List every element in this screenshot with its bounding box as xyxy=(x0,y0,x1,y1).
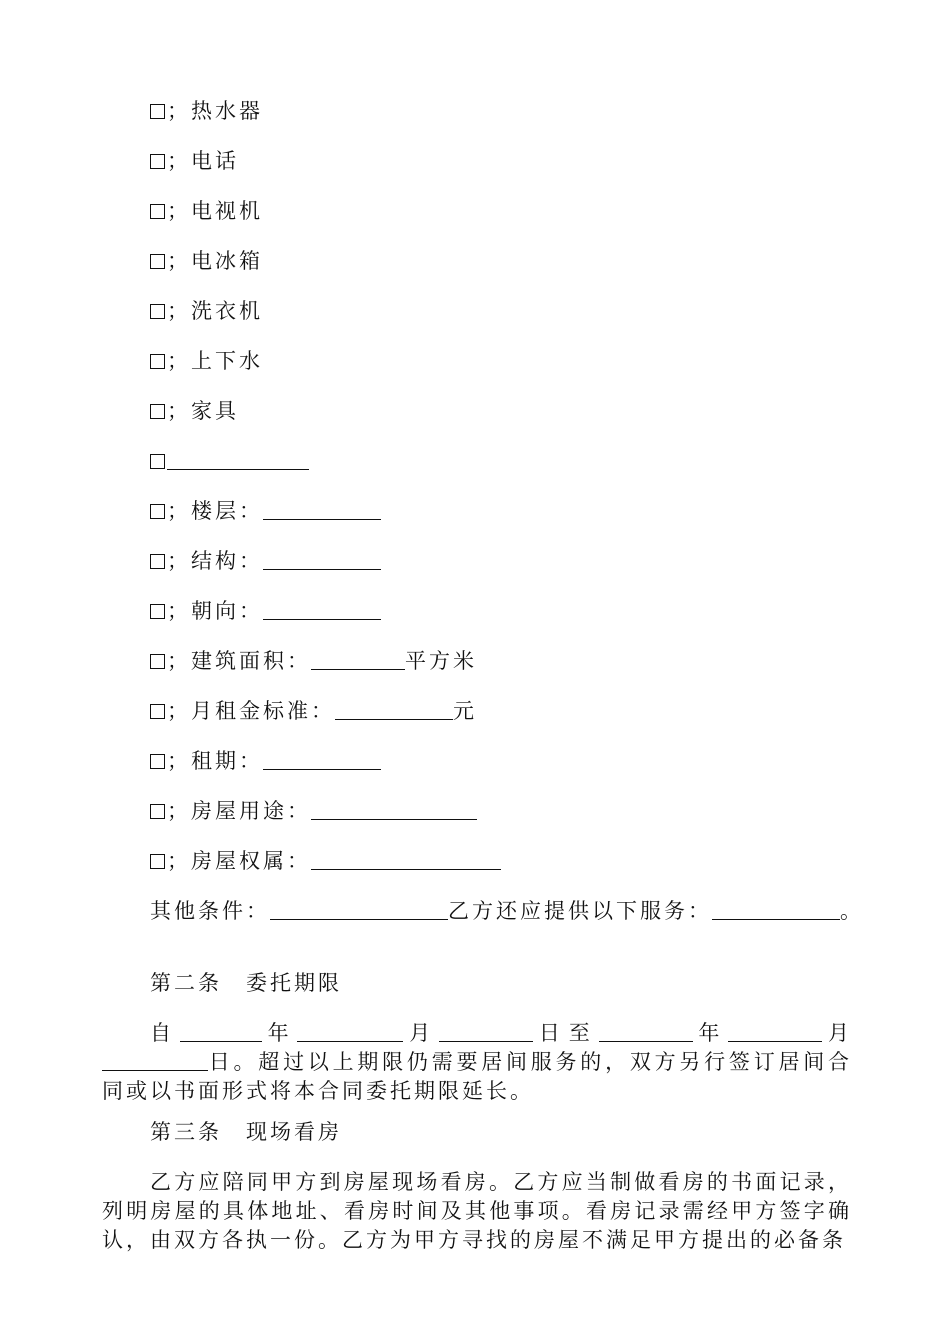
area-field: ；建筑面积： 平方米 xyxy=(150,646,477,676)
checkbox[interactable] xyxy=(150,804,165,819)
start-day-blank[interactable] xyxy=(439,1019,533,1042)
area-blank[interactable] xyxy=(311,647,405,670)
checkbox[interactable] xyxy=(150,754,165,769)
checklist-item: ；电冰箱 xyxy=(150,246,263,276)
rent-field: ；月租金标准： 元 xyxy=(150,696,477,726)
article3-body: 乙方应陪同甲方到房屋现场看房。乙方应当制做看房的书面记录，列明房屋的具体地址、看房时间及其他事项。看房记录需经甲方签字确认，由双方各执一份。乙方为甲方寻找的房屋不满足甲方提出的必备条 xyxy=(102,1170,852,1252)
checkbox[interactable] xyxy=(150,254,165,269)
checkbox[interactable] xyxy=(150,604,165,619)
checklist-item: ；电话 xyxy=(150,146,239,176)
services-blank[interactable] xyxy=(712,897,840,920)
checkbox[interactable] xyxy=(150,304,165,319)
use-blank[interactable] xyxy=(311,797,477,820)
use-field: ；房屋用途： xyxy=(150,796,477,826)
term-blank[interactable] xyxy=(263,747,381,770)
floor-blank[interactable] xyxy=(263,497,381,520)
checkbox[interactable] xyxy=(150,104,165,119)
orientation-blank[interactable] xyxy=(263,597,381,620)
end-year-blank[interactable] xyxy=(599,1019,693,1042)
checkbox[interactable] xyxy=(150,154,165,169)
structure-blank[interactable] xyxy=(263,547,381,570)
ownership-field: ；房屋权属： xyxy=(150,846,501,876)
end-day-blank[interactable] xyxy=(102,1048,208,1071)
checkbox[interactable] xyxy=(150,704,165,719)
checkbox[interactable] xyxy=(150,204,165,219)
structure-field: ；结构： xyxy=(150,546,381,576)
start-year-blank[interactable] xyxy=(180,1019,262,1042)
checklist-item: ；家具 xyxy=(150,396,239,426)
checkbox[interactable] xyxy=(150,554,165,569)
floor-field: ；楼层： xyxy=(150,496,381,526)
term-field: ；租期： xyxy=(150,746,381,776)
article2-body: 自 年 月 日至 年 月日。超过以上期限仍需要居间服务的，双方另行签订居间合同或以书面形式将本合同委托期限延长。 xyxy=(102,1021,853,1103)
checkbox[interactable] xyxy=(150,854,165,869)
checkbox[interactable] xyxy=(150,354,165,369)
checkbox[interactable] xyxy=(150,454,165,469)
start-month-blank[interactable] xyxy=(297,1019,403,1042)
rent-blank[interactable] xyxy=(335,697,453,720)
ownership-blank[interactable] xyxy=(311,847,501,870)
checklist-item: ；电视机 xyxy=(150,196,263,226)
article3-heading: 第三条 现场看房 xyxy=(150,1120,342,1144)
end-month-blank[interactable] xyxy=(728,1019,822,1042)
checkbox[interactable] xyxy=(150,504,165,519)
orientation-field: ；朝向： xyxy=(150,596,381,626)
checkbox[interactable] xyxy=(150,404,165,419)
checklist-item: ；洗衣机 xyxy=(150,296,263,326)
conditions-blank[interactable] xyxy=(270,897,448,920)
checklist-item: ；上下水 xyxy=(150,346,263,376)
checklist-item-other xyxy=(150,446,309,476)
article2-heading: 第二条 委托期限 xyxy=(150,971,342,995)
blank-field[interactable] xyxy=(167,447,309,470)
checkbox[interactable] xyxy=(150,654,165,669)
checklist-item: ；热水器 xyxy=(150,96,263,126)
other-conditions: 其他条件： 乙方还应提供以下服务： 。 xyxy=(150,899,864,923)
